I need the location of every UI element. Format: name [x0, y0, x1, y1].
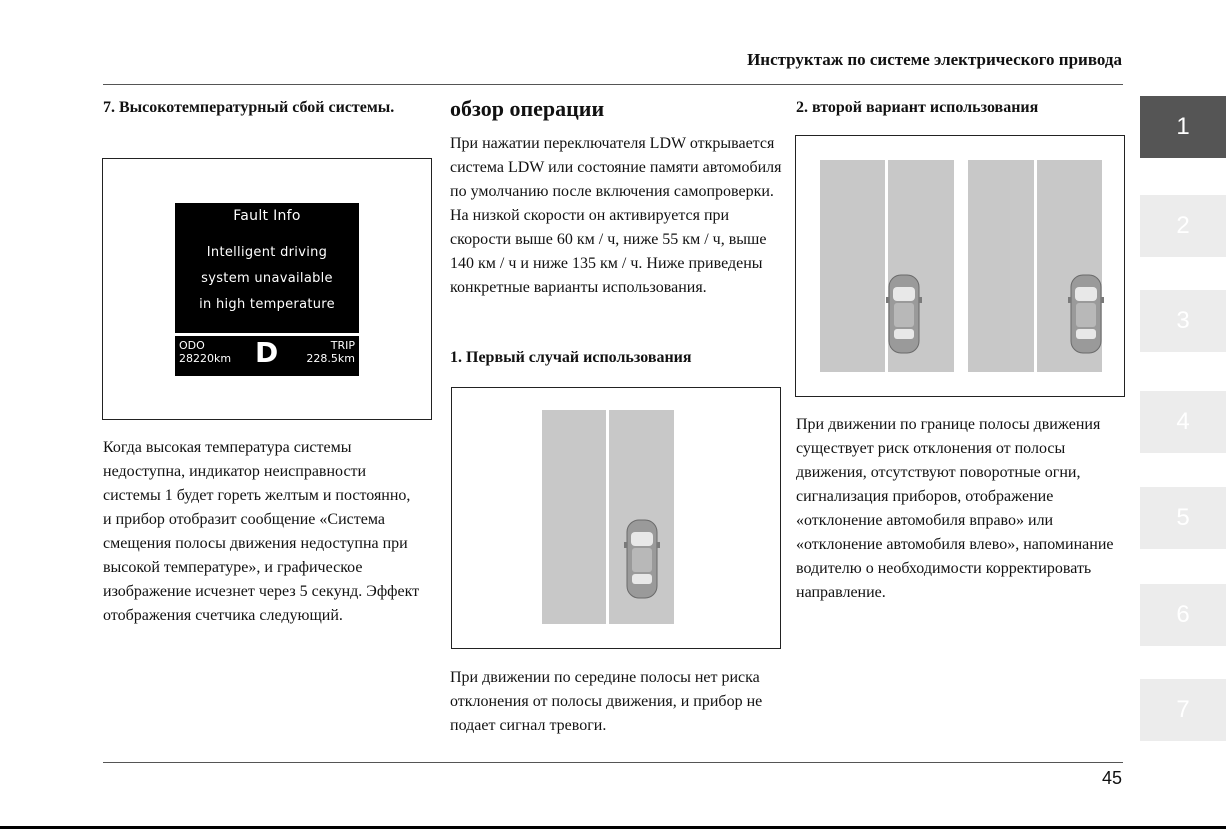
left-body-text: Когда высокая температура системы недоступна, индикатор неисправности системы 1 будет гореть желтым и постоянно, и прибор отобразит сообщение «Система смещения полосы движения недоступна при высокой температуре», и графическое изображение исчезнет через 5 секунд. Эффект отображения счетчика следующий. [103, 439, 420, 624]
section-heading-7: 7. Высокотемпературный сбой системы. [103, 99, 395, 116]
car-icon [624, 518, 660, 600]
section-heading-operation: обзор операции [450, 96, 605, 121]
case-1-text: При движении по середине полосы нет риска отклонения от полосы движения, и прибор не подает сигнал тревоги. [450, 669, 763, 734]
chapter-tab-3[interactable]: 3 [1140, 290, 1226, 352]
case-1-heading: 1. Первый случай использования [450, 349, 692, 366]
fault-line-2: system unavailable [201, 271, 333, 286]
odo-value: 28220km [179, 352, 232, 365]
car-icon [886, 273, 922, 355]
footer-rule [103, 762, 1123, 763]
chapter-tab-4[interactable]: 4 [1140, 391, 1226, 453]
trip-label: TRIP [330, 339, 355, 352]
case-2-heading: 2. второй вариант использования [796, 99, 1039, 116]
page-number: 45 [1101, 768, 1122, 788]
fault-line-3: in high temperature [199, 297, 335, 312]
odometer-readout [179, 339, 231, 365]
gear-indicator: D [255, 336, 279, 369]
chapter-tab-6[interactable]: 6 [1140, 584, 1226, 646]
odo-label: ODO [179, 339, 205, 352]
lane-marking [606, 410, 609, 624]
chapter-tab-5[interactable]: 5 [1140, 487, 1226, 549]
header-rule [103, 84, 1123, 85]
instrument-cluster-display [175, 203, 359, 376]
chapter-tab-7[interactable]: 7 [1140, 679, 1226, 741]
trip-value: 228.5km [306, 352, 355, 365]
fault-line-1: Intelligent driving [206, 245, 328, 260]
operation-intro-text: При нажатии переключателя LDW открывается система LDW или состояние памяти автомобиля по умолчанию после включения самопроверки. На низкой скорости он активируется при скорости выше 60 км / ч, ниже 55 км / ч, выше 140 км / ч и ниже 135 км / ч. Ниже приведены конкретные варианты использования. [450, 135, 782, 296]
chapter-tab-1[interactable]: 1 [1140, 96, 1226, 158]
fault-title: Fault Info [233, 208, 301, 224]
chapter-tab-2[interactable]: 2 [1140, 195, 1226, 257]
running-header: Инструктаж по системе электрического привода [747, 50, 1122, 69]
car-icon [1068, 273, 1104, 355]
trip-readout [306, 339, 355, 365]
case-2-text: При движении по границе полосы движения существует риск отклонения от полосы движения, отсутствуют поворотные огни, сигнализация приборов, отображение «отклонение автомобиля вправо» или «отклонение автомобиля влево», напоминание водителю о необходимости корректировать направление. [796, 416, 1114, 601]
lane-marking-right [1034, 160, 1037, 372]
